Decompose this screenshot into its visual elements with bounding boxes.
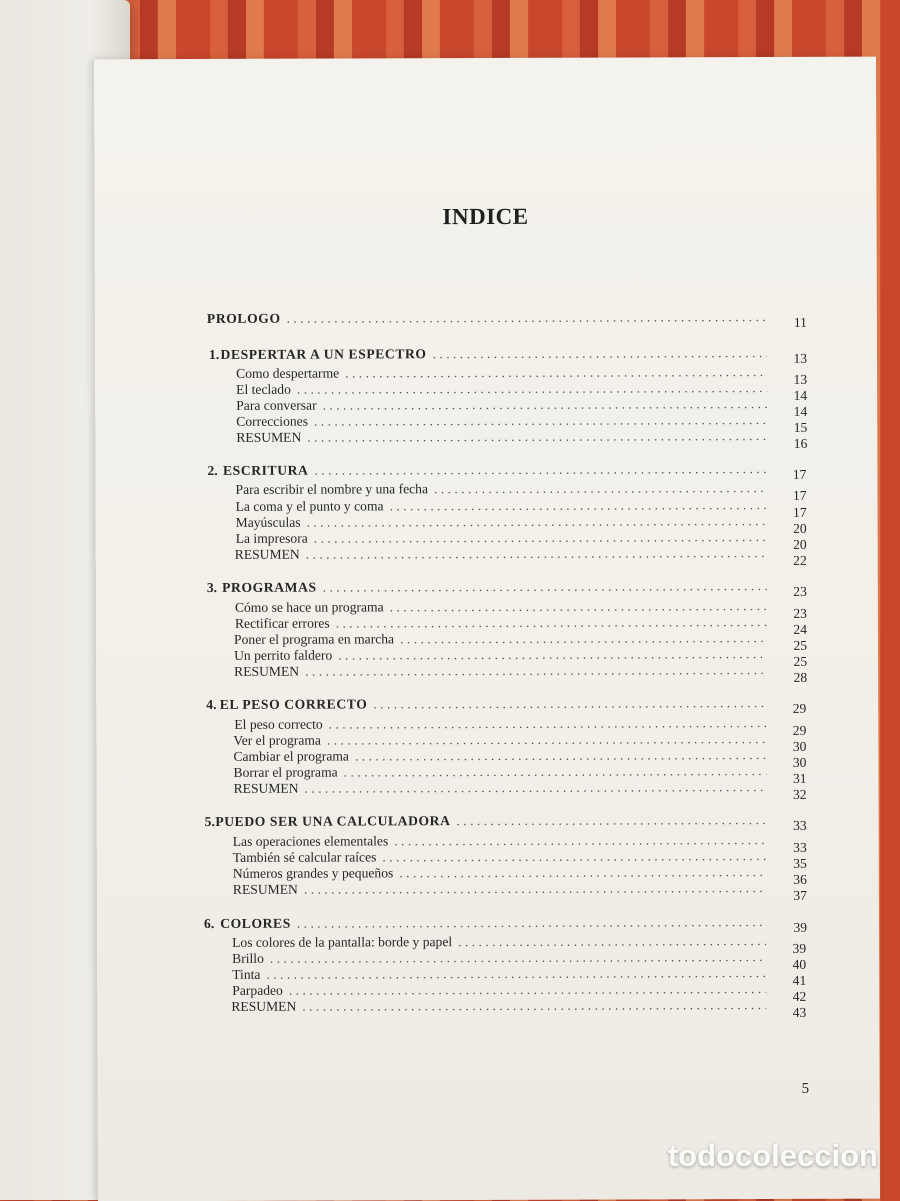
toc-entry-title: Para escribir el nombre y una fecha (235, 481, 429, 497)
toc-leader-dots (456, 812, 766, 829)
toc-entry-row (233, 880, 773, 898)
toc-leader-dots (307, 513, 767, 531)
toc-chapter-number: 4. (206, 696, 217, 712)
toc-entry-row (236, 513, 773, 531)
toc-entry-title: Como despertarme (236, 365, 340, 381)
toc-entry-row (233, 747, 772, 765)
toc-page-number: 33 (793, 817, 807, 833)
toc-page-number: 42 (792, 988, 807, 1004)
toc-leader-dots (399, 864, 767, 881)
toc-page-number: 35 (793, 855, 807, 871)
toc-leader-dots (329, 715, 767, 733)
toc-entry-row (236, 428, 773, 446)
toc-entry-title: RESUMEN (236, 429, 302, 445)
toc-page-number: 39 (793, 919, 808, 935)
toc-page-number: 43 (792, 1004, 807, 1020)
toc-chapter-row (204, 914, 773, 932)
toc-entry-row (235, 614, 773, 632)
watermark-logo: todocoleccion (667, 1138, 878, 1173)
toc-page-number: 37 (793, 887, 807, 903)
toc-entry-title: Cambiar el programa (233, 748, 349, 764)
toc-chapter-title: PROGRAMAS (222, 579, 317, 595)
toc-entry-title: Correcciones (236, 413, 309, 429)
toc-chapter-row (207, 309, 773, 327)
toc-leader-dots (382, 848, 766, 865)
toc-chapter-row (206, 695, 772, 713)
toc-chapter-row (207, 461, 772, 479)
toc-page-number: 16 (793, 435, 808, 451)
toc-page-number: 17 (792, 466, 807, 482)
toc-entry-row (233, 832, 773, 850)
toc-page-number: 20 (793, 520, 807, 536)
toc-entry-row (235, 545, 773, 563)
toc-page-number: 25 (793, 653, 808, 669)
toc-entry-row (232, 981, 772, 999)
page-number: 5 (801, 1080, 810, 1097)
toc-leader-dots (355, 747, 767, 764)
toc-entry-title: RESUMEN (233, 780, 299, 796)
toc-leader-dots (345, 364, 767, 381)
toc-entry-row (231, 997, 772, 1015)
toc-entry-row (234, 779, 773, 797)
toc-page-number: 11 (793, 314, 807, 330)
toc-entry-title: Ver el programa (233, 732, 321, 748)
toc-entry-title: Las operaciones elementales (232, 833, 389, 849)
toc-leader-dots (307, 428, 767, 446)
toc-leader-dots (434, 480, 767, 497)
toc-leader-dots (323, 396, 768, 414)
toc-leader-dots (338, 646, 767, 663)
toc-entry-row (234, 646, 773, 664)
toc-page-number: 14 (793, 403, 808, 419)
toc-chapter-number: 2. (207, 462, 218, 478)
toc-leader-dots (302, 997, 766, 1015)
toc-entry-title: Un perrito faldero (234, 647, 333, 663)
toc-page-number: 29 (792, 700, 807, 716)
table-of-contents (94, 57, 880, 1201)
toc-entry-row (232, 965, 772, 983)
toc-entry-row (233, 848, 773, 866)
toc-chapter-title: PUEDO SER UNA CALCULADORA (215, 813, 451, 829)
toc-entry-title: RESUMEN (231, 998, 297, 1014)
toc-page-number: 13 (793, 350, 808, 366)
toc-entry-title: Brillo (232, 950, 264, 966)
toc-entry-title: Los colores de la pantalla: borde y papel (232, 934, 453, 950)
toc-entry-title: Para conversar (236, 397, 317, 413)
toc-entry-row (236, 529, 773, 547)
toc-page-number: 22 (793, 552, 807, 568)
toc-entry-row (236, 380, 773, 398)
toc-entry-title: RESUMEN (234, 546, 300, 562)
toc-page-number: 41 (792, 972, 807, 988)
toc-leader-dots (323, 578, 767, 596)
toc-chapter-number: 3. (206, 579, 218, 595)
toc-page-number: 17 (792, 504, 807, 520)
toc-page-number: 15 (793, 419, 808, 435)
toc-entry-row (236, 497, 773, 515)
toc-leader-dots (327, 731, 766, 749)
toc-entry-row (233, 864, 773, 882)
toc-leader-dots (373, 695, 766, 712)
toc-entry-title: Cómo se hace un programa (234, 599, 384, 615)
toc-leader-dots (289, 981, 766, 999)
toc-chapter-number: 1. (209, 346, 220, 362)
toc-leader-dots (314, 529, 767, 547)
toc-entry-title: También sé calcular raíces (232, 849, 377, 865)
toc-entry-row (234, 715, 772, 733)
toc-chapter-number: 6. (204, 915, 215, 931)
toc-entry-row (232, 933, 772, 951)
toc-page-number: 25 (793, 637, 808, 653)
toc-page-number: 40 (792, 956, 807, 972)
toc-leader-dots (390, 598, 767, 615)
page-title: INDICE (442, 203, 529, 230)
toc-entry-row (232, 949, 772, 967)
toc-chapter-title: PROLOGO (206, 310, 281, 326)
toc-entry-title: Mayúsculas (235, 514, 301, 530)
toc-chapter-row (209, 345, 773, 363)
book-page (94, 57, 880, 1201)
toc-entry-row (236, 396, 773, 414)
toc-page-number: 20 (793, 536, 807, 552)
toc-leader-dots (297, 914, 767, 932)
toc-entry-title: La impresora (235, 530, 308, 546)
toc-chapter-title: COLORES (220, 915, 291, 931)
toc-entry-title: La coma y el punto y coma (235, 498, 384, 514)
toc-leader-dots (304, 779, 766, 797)
toc-leader-dots (266, 965, 766, 983)
toc-leader-dots (458, 933, 766, 950)
toc-page-number: 33 (793, 839, 807, 855)
toc-chapter-row (207, 578, 773, 596)
toc-entry-title: RESUMEN (234, 663, 300, 679)
toc-page-number: 29 (792, 722, 807, 738)
toc-entry-title: Números grandes y pequeños (232, 865, 394, 881)
toc-leader-dots (287, 309, 767, 327)
toc-entry-title: Tinta (232, 966, 261, 982)
toc-page-number: 24 (793, 621, 808, 637)
toc-entry-title: El teclado (236, 381, 291, 397)
toc-entry-row (234, 630, 773, 648)
toc-entry-row (235, 480, 772, 498)
toc-entry-row (233, 763, 772, 781)
toc-chapter-number: 5. (204, 813, 215, 829)
toc-chapter-row (205, 812, 773, 830)
toc-leader-dots (305, 662, 767, 680)
toc-page-number: 30 (792, 738, 807, 754)
toc-leader-dots (314, 412, 767, 430)
toc-entry-title: Borrar el programa (233, 764, 338, 780)
toc-entry-title: Poner el programa en marcha (234, 631, 395, 647)
toc-page-number: 39 (792, 940, 807, 956)
toc-leader-dots (297, 380, 767, 398)
toc-entry-row (233, 731, 772, 749)
toc-page-number: 36 (793, 871, 807, 887)
toc-leader-dots (344, 763, 767, 780)
toc-entry-row (236, 412, 773, 430)
toc-entry-row (234, 662, 773, 680)
toc-chapter-title: ESCRITURA (222, 462, 309, 478)
toc-page-number: 23 (793, 605, 807, 621)
toc-leader-dots (400, 630, 767, 647)
toc-chapter-title: EL PESO CORRECTO (219, 696, 368, 712)
toc-leader-dots (433, 345, 768, 362)
toc-leader-dots (314, 461, 766, 479)
toc-chapter-title: DESPERTAR A UN ESPECTRO (220, 346, 427, 362)
toc-page-number: 28 (793, 669, 808, 685)
toc-page-number: 13 (793, 371, 808, 387)
toc-leader-dots (304, 880, 767, 898)
toc-page-number: 17 (792, 487, 807, 503)
toc-entry-row (236, 364, 773, 382)
toc-entry-row (235, 598, 773, 616)
toc-page-number: 31 (792, 770, 807, 786)
toc-leader-dots (390, 497, 767, 514)
toc-entry-title: El peso correcto (234, 716, 323, 732)
toc-entry-title: Parpadeo (232, 982, 283, 998)
toc-entry-title: Rectificar errores (234, 615, 330, 631)
toc-leader-dots (306, 545, 767, 563)
toc-page-number: 30 (792, 754, 807, 770)
toc-leader-dots (270, 949, 766, 967)
toc-page-number: 14 (793, 387, 808, 403)
toc-page-number: 23 (793, 583, 807, 599)
toc-leader-dots (394, 832, 767, 849)
toc-page-number: 32 (792, 786, 807, 802)
toc-leader-dots (336, 614, 767, 632)
toc-entry-title: RESUMEN (232, 881, 298, 897)
